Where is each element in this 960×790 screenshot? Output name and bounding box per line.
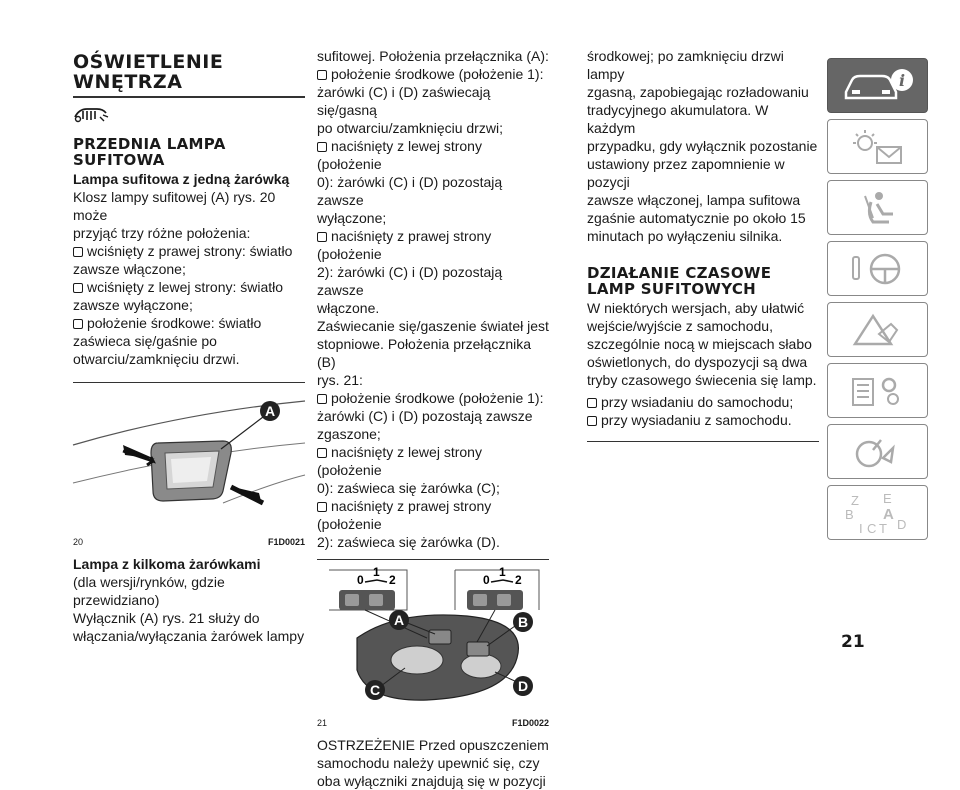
multi-lamp-illustration <box>317 560 549 716</box>
svg-text:2: 2 <box>515 573 522 587</box>
section-title: OŚWIETLENIE WNĘTRZA <box>73 51 224 93</box>
label-b: B <box>517 614 529 630</box>
tab-car-info[interactable] <box>827 58 928 113</box>
tab-multimedia[interactable] <box>827 424 928 479</box>
svg-text:I: I <box>858 520 863 536</box>
steering-wheel-icon <box>843 249 913 289</box>
figure-21 <box>317 560 549 730</box>
svg-text:E: E <box>882 490 892 506</box>
list-item: naciśnięty z lewej strony (położenie 0): żarówki (C) i (D) pozostają zawsze wyłączone; <box>317 138 503 226</box>
label-a: A <box>264 403 276 419</box>
warning-text: OSTRZEŻENIE Przed opuszczeniem samochodu należy upewnić się, czy oba wyłączniki znajdują się w pozycji <box>317 737 549 789</box>
list-item: naciśnięty z lewej strony (położenie 0): zaświeca się żarówka (C); <box>317 444 500 496</box>
svg-text:0: 0 <box>483 573 490 587</box>
multimedia-icon <box>843 432 913 472</box>
bullet-box-icon <box>317 232 327 242</box>
svg-text:1: 1 <box>373 565 380 579</box>
tab-index[interactable] <box>827 485 928 540</box>
alphabetical-index-icon <box>843 491 913 535</box>
maintenance-icon <box>843 371 913 411</box>
svg-text:D: D <box>896 516 906 532</box>
bullet-box-icon <box>317 448 327 458</box>
figure-code: F1D0022 <box>511 718 549 728</box>
column-1 <box>73 52 305 645</box>
svg-text:i: i <box>898 70 905 90</box>
bullet-box-icon <box>317 394 327 404</box>
list-item: wciśnięty z prawej strony: światło zawsze włączone; <box>73 243 293 277</box>
tab-emergency[interactable] <box>827 302 928 357</box>
svg-text:C: C <box>866 520 876 536</box>
chapter-sidebar <box>827 58 928 546</box>
subsection-title: DZIAŁANIE CZASOWE LAMP SUFITOWYCH <box>587 264 772 298</box>
tab-safety[interactable] <box>827 180 928 235</box>
page-number: 21 <box>841 632 865 652</box>
bullet-box-icon <box>73 247 83 257</box>
warning-triangle-icon <box>843 310 913 350</box>
column-2: sufitowej. Położenia przełącznika (A): położenie środkowe (położenie 1): żarówki (C) i (D) zaświecają się/gasną po otwarciu/zamknięciu drzwi; naciśnięty z lewej strony (położenie 0): żarówki (C) i (D) pozostają zawsze wyłączone; naciśnięty z prawej strony (położenie 2): żarówki (C) i (D) pozostają zawsze włączone. Zaświecanie się/gaszenie świateł jest stopniowe. Położenia przełącznika (B) rys. 21: położenie środkowe (położenie 1): żarówki (C) i (D) pozostają zawsze zgaszone; naciśnięty z lewej strony (położenie 0): zaświeca się żarówka (C); naciśnięty z prawej strony (położenie 2): zaświeca się żarówka (D). 0 1 2 0 1 2 A B C D 21 F1D0022 OSTRZEŻENIE Przed opuszczeniem samochodu należy upewnić się, czy oba wyłączniki znajdują się w pozycji <box>317 48 549 789</box>
airbag-seat-icon <box>843 188 913 228</box>
timed-lamps-text: W niektórych wersjach, aby ułatwić wejście/wyjście z samochodu, szczególnie nocą w miejscach słabo oświetlonych, do dyspozycji są dwa tryby czasowego świecenia się lamp. <box>587 300 817 388</box>
figure-code: F1D0021 <box>267 537 305 547</box>
single-lamp-illustration <box>73 383 305 533</box>
car-info-icon <box>838 66 918 106</box>
bullet-box-icon <box>587 416 597 426</box>
label-d: D <box>517 678 529 694</box>
column-end-rule <box>587 441 819 442</box>
continued-text: środkowej; po zamknięciu drzwi lampy zgasną, zapobiegając rozładowaniu tradycyjnego akumulatora. W każdym przypadku, gdy wyłącznik pozostanie ustawiony przez zapomnienie w pozycji zawsze włączonej, lampa sufitowa zgaśnie automatycznie po około 15 minutach po wyłączeniu silnika. <box>587 48 818 244</box>
multi-text: (dla wersji/rynków, gdzie przewidziano) Wyłącznik (A) rys. 21 służy do włączania/wyłączania żarówek lampy <box>73 574 305 644</box>
bullet-box-icon <box>73 319 83 329</box>
tab-driving[interactable] <box>827 241 928 296</box>
bullet-box-icon <box>317 502 327 512</box>
fade-paragraph: Zaświecanie się/gaszenie świateł jest stopniowe. Położenia przełącznika (B) rys. 21: <box>317 318 549 388</box>
bullet-box-icon <box>317 70 327 80</box>
list-item: naciśnięty z prawej strony (położenie 2): zaświeca się żarówka (D). <box>317 498 500 550</box>
bullet-box-icon <box>73 283 83 293</box>
title-rule <box>73 96 305 98</box>
interior-lamp-icon <box>73 103 111 125</box>
svg-text:1: 1 <box>499 565 506 579</box>
figure-number: 21 <box>317 718 328 728</box>
list-item: przy wysiadaniu z samochodu. <box>587 411 819 429</box>
column-3 <box>587 47 819 442</box>
heading-single-bulb: Lampa sufitowa z jedną żarówką <box>73 171 290 187</box>
label-c: C <box>369 682 381 698</box>
list-item: naciśnięty z prawej strony (położenie 2): żarówki (C) i (D) pozostają zawsze włączone. <box>317 228 503 316</box>
bullet-box-icon <box>317 142 327 152</box>
intro-text: Klosz lampy sufitowej (A) rys. 20 może przyjąć trzy różne położenia: <box>73 189 276 241</box>
svg-text:B: B <box>844 506 854 522</box>
figure-number: 20 <box>73 537 84 547</box>
warning-lights-icon <box>843 127 913 167</box>
list-item: położenie środkowe (położenie 1): żarówki (C) i (D) zaświecają się/gasną po otwarciu/zamknięciu drzwi; <box>317 66 544 136</box>
list-item: przy wsiadaniu do samochodu; <box>587 393 819 411</box>
tab-maintenance[interactable] <box>827 363 928 418</box>
svg-text:2: 2 <box>389 573 396 587</box>
heading-multi-bulb: Lampa z kilkoma żarówkami <box>73 556 261 572</box>
svg-text:0: 0 <box>357 573 364 587</box>
tab-warning-lights[interactable] <box>827 119 928 174</box>
svg-text:Z: Z <box>850 492 859 508</box>
bullet-box-icon <box>587 398 597 408</box>
figure-20 <box>73 383 305 549</box>
svg-text:T: T <box>878 520 887 536</box>
subsection-title: PRZEDNIA LAMPA SUFITOWA <box>73 135 226 169</box>
list-item: położenie środkowe: światło zaświeca się/gaśnie po otwarciu/zamknięciu drzwi. <box>73 315 262 367</box>
label-a: A <box>393 612 405 628</box>
list-item: położenie środkowe (położenie 1): żarówki (C) i (D) pozostają zawsze zgaszone; <box>317 390 544 442</box>
list-item: wciśnięty z lewej strony: światło zawsze wyłączone; <box>73 279 284 313</box>
svg-text:A: A <box>882 505 894 523</box>
